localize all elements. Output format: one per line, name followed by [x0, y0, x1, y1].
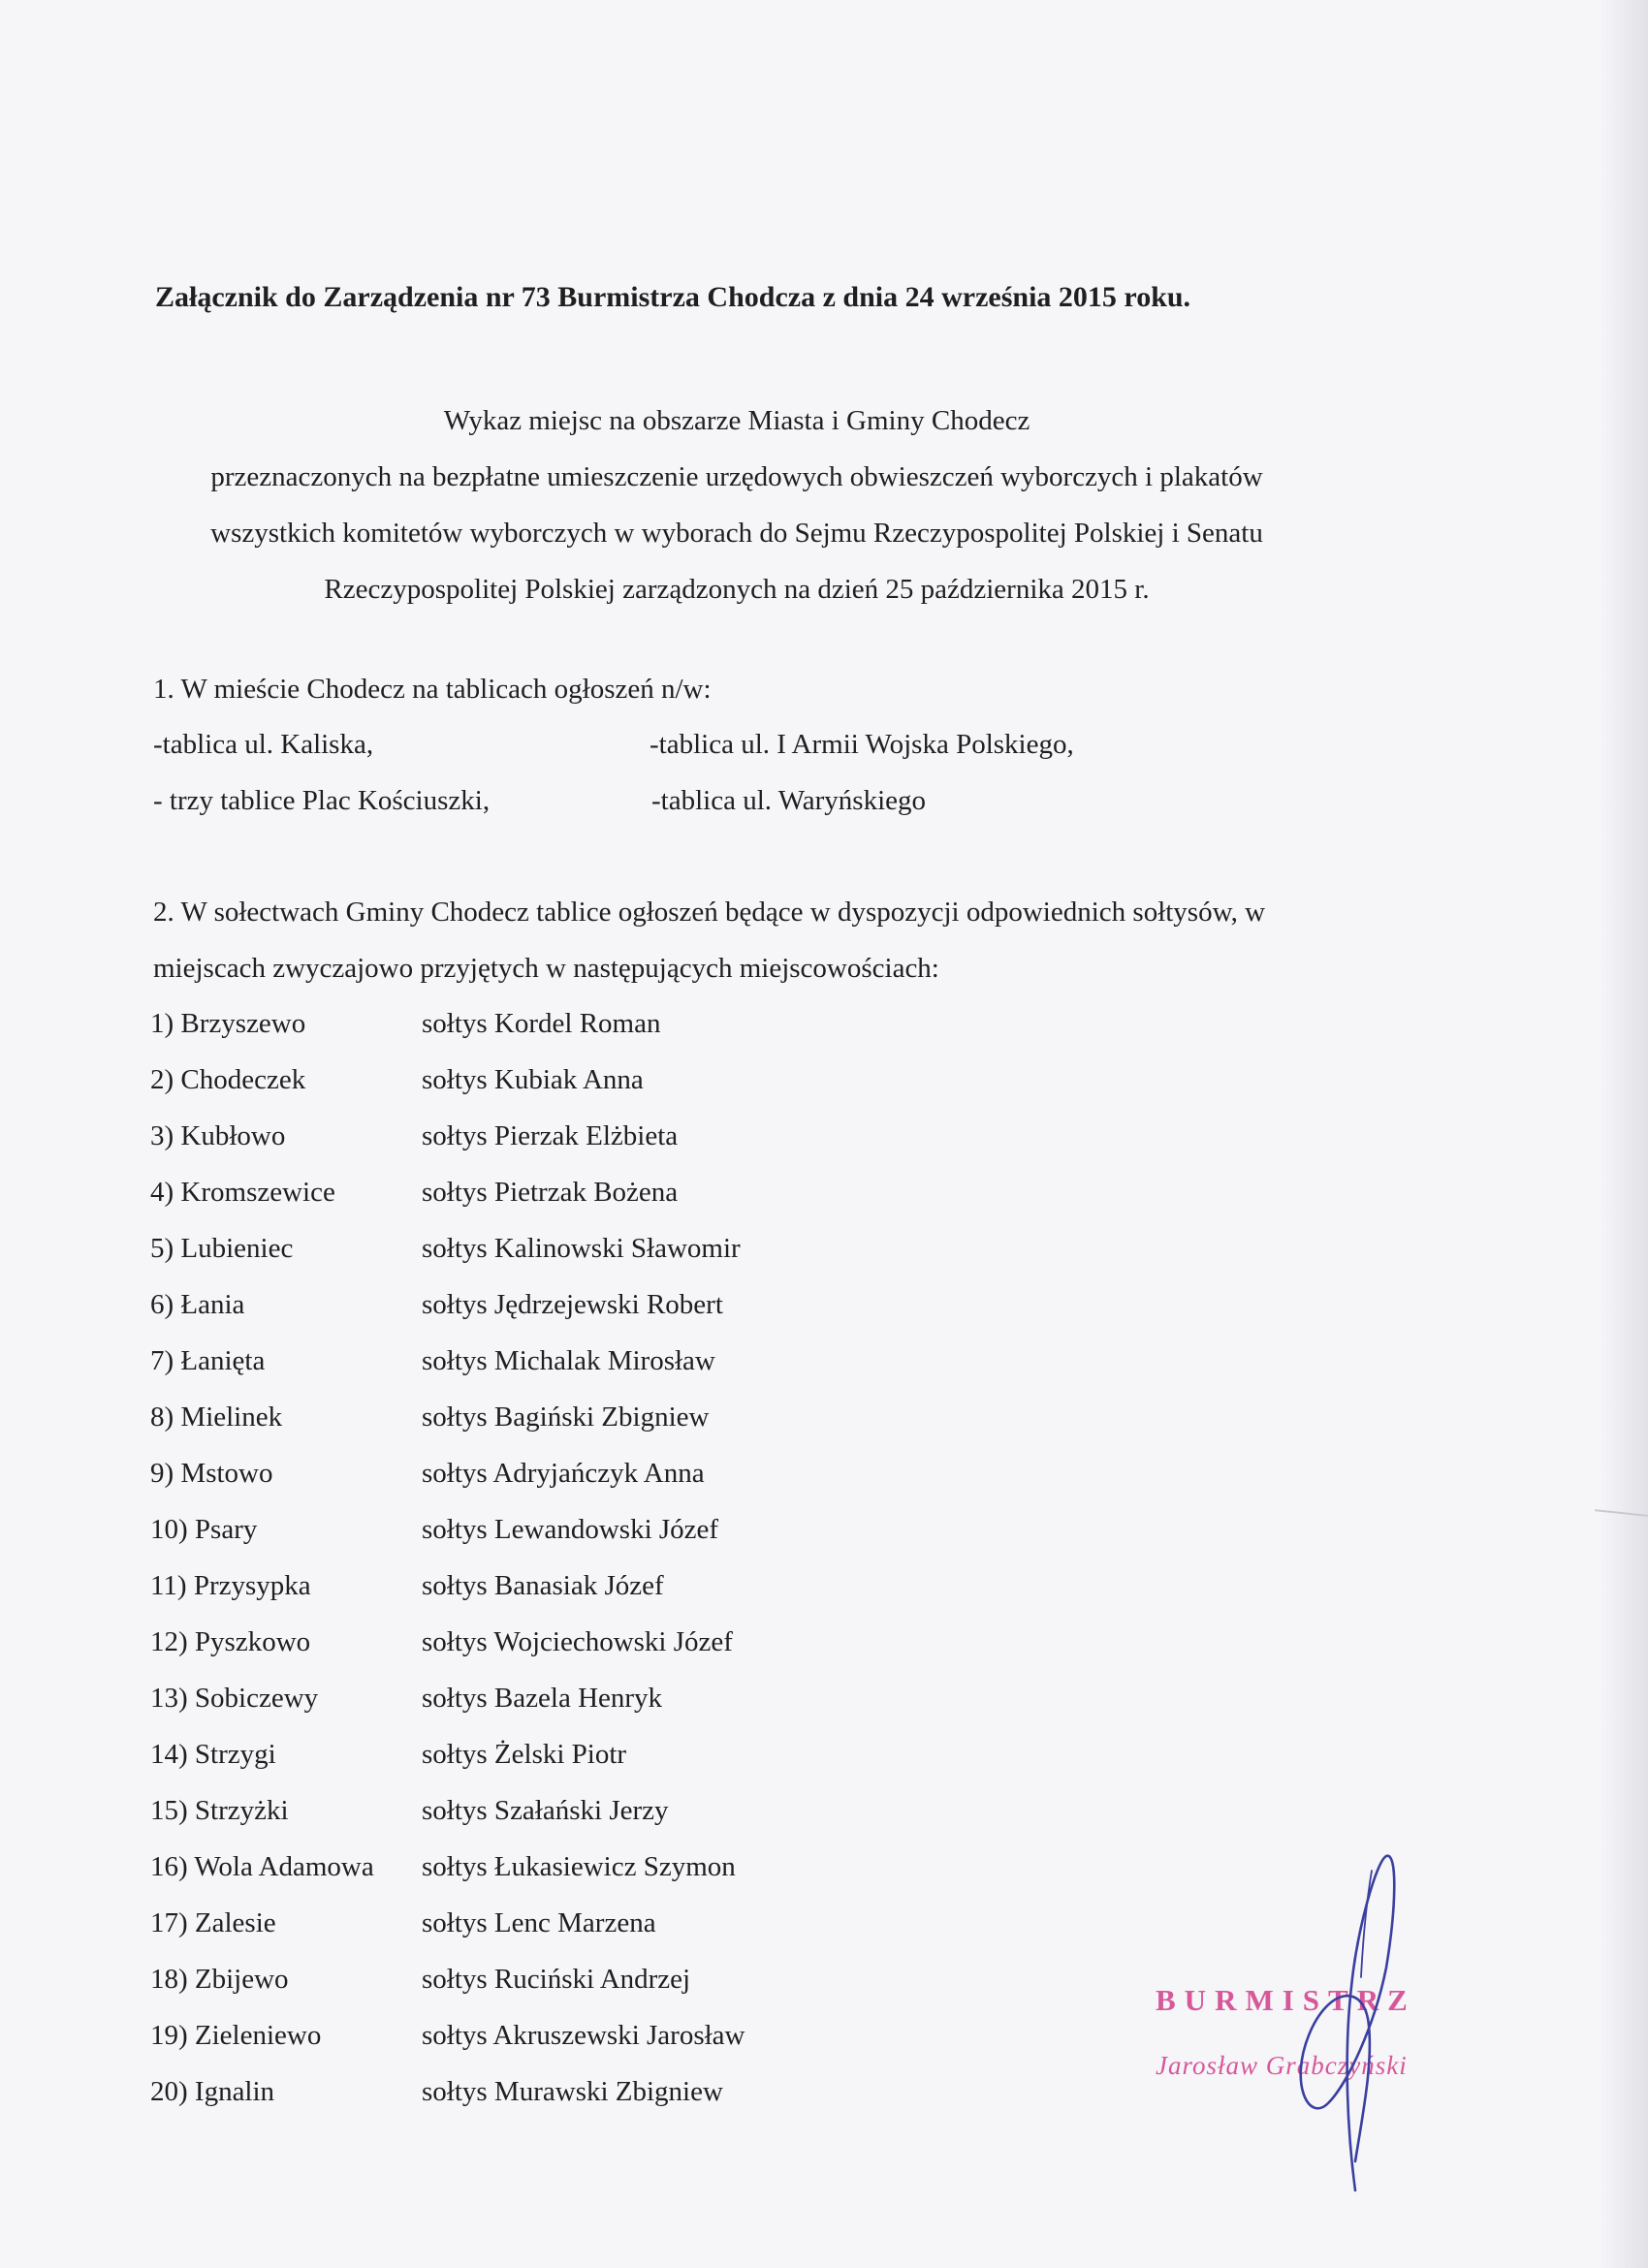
- soltys-name: sołtys Bazela Henryk: [422, 1683, 663, 1714]
- section1-left-item: -tablica ul. Kaliska,: [153, 729, 374, 760]
- soltys-name: sołtys Lewandowski Józef: [422, 1514, 719, 1545]
- soltys-name: sołtys Murawski Zbigniew: [422, 2076, 723, 2107]
- village-name: 17) Zalesie: [150, 1907, 276, 1938]
- document-header: Załącznik do Zarządzenia nr 73 Burmistrza Chodcza z dnia 24 września 2015 roku.: [155, 281, 1191, 313]
- village-name: 14) Strzygi: [150, 1739, 276, 1770]
- section1-left-item: - trzy tablice Plac Kościuszki,: [153, 785, 491, 816]
- soltys-name: sołtys Akruszewski Jarosław: [422, 2020, 745, 2051]
- soltys-name: sołtys Pietrzak Bożena: [422, 1177, 679, 1208]
- stamp-title: BURMISTRZ: [1156, 1983, 1416, 2017]
- title-line: Rzeczypospolitej Polskiej zarządzonych na dzień 25 października 2015 r.: [324, 574, 1150, 605]
- village-name: 16) Wola Adamowa: [150, 1851, 374, 1882]
- village-name: 3) Kubłowo: [150, 1120, 286, 1151]
- soltys-name: sołtys Ruciński Andrzej: [422, 1964, 691, 1995]
- section1-right-item: -tablica ul. Waryńskiego: [651, 785, 927, 816]
- soltys-name: sołtys Michalak Mirosław: [422, 1345, 715, 1376]
- section1-right-item: -tablica ul. I Armii Wojska Polskiego,: [650, 729, 1074, 760]
- title-line: wszystkich komitetów wyborczych w wyborach do Sejmu Rzeczypospolitej Polskiej i Senatu: [210, 518, 1263, 549]
- soltys-name: sołtys Kordel Roman: [422, 1008, 661, 1039]
- title-line: przeznaczonych na bezpłatne umieszczenie urzędowych obwieszczeń wyborczych i plakatów: [210, 461, 1263, 492]
- village-name: 2) Chodeczek: [150, 1064, 306, 1095]
- document-title: [155, 393, 1318, 617]
- stamp-name: Jarosław Grabczyński: [1156, 2051, 1408, 2080]
- soltys-name: sołtys Bagiński Zbigniew: [422, 1402, 710, 1433]
- soltys-name: sołtys Banasiak Józef: [422, 1570, 664, 1601]
- section1-heading: 1. W mieście Chodecz na tablicach ogłoszeń n/w:: [153, 674, 712, 705]
- village-name: 13) Sobiczewy: [150, 1683, 319, 1714]
- village-name: 8) Mielinek: [150, 1402, 283, 1433]
- soltys-name: sołtys Jędrzejewski Robert: [422, 1289, 723, 1320]
- soltys-name: sołtys Łukasiewicz Szymon: [422, 1851, 736, 1882]
- soltys-name: sołtys Adryjańczyk Anna: [422, 1458, 705, 1489]
- soltys-name: sołtys Wojciechowski Józef: [422, 1626, 733, 1657]
- soltys-name: sołtys Szałański Jerzy: [422, 1795, 669, 1826]
- village-name: 15) Strzyżki: [150, 1795, 289, 1826]
- scan-edge-shadow: [1600, 0, 1648, 2268]
- village-name: 12) Pyszkowo: [150, 1626, 311, 1657]
- village-name: 18) Zbijewo: [150, 1964, 289, 1995]
- soltys-name: sołtys Pierzak Elżbieta: [422, 1120, 679, 1151]
- village-name: 4) Kromszewice: [150, 1177, 335, 1208]
- village-name: 7) Łanięta: [150, 1345, 266, 1376]
- village-name: 20) Ignalin: [150, 2076, 275, 2107]
- village-name: 6) Łania: [150, 1289, 245, 1320]
- village-name: 5) Lubieniec: [150, 1233, 294, 1264]
- soltys-name: sołtys Lenc Marzena: [422, 1907, 656, 1938]
- section2-heading: miejscach zwyczajowo przyjętych w następujących miejscowościach:: [153, 953, 939, 984]
- village-name: 19) Zieleniewo: [150, 2020, 322, 2051]
- village-name: 11) Przysypka: [150, 1570, 311, 1601]
- title-line: Wykaz miejsc na obszarze Miasta i Gminy Chodecz: [443, 405, 1030, 436]
- section2-heading: 2. W sołectwach Gminy Chodecz tablice ogłoszeń będące w dyspozycji odpowiednich sołtysów, w: [153, 897, 1266, 928]
- handwritten-signature-icon: [1251, 1842, 1425, 2210]
- soltys-name: sołtys Kubiak Anna: [422, 1064, 644, 1095]
- soltys-name: sołtys Żelski Piotr: [422, 1739, 627, 1770]
- soltys-name: sołtys Kalinowski Sławomir: [422, 1233, 741, 1264]
- village-name: 9) Mstowo: [150, 1458, 273, 1489]
- village-name: 1) Brzyszewo: [150, 1008, 306, 1039]
- village-name: 10) Psary: [150, 1514, 258, 1545]
